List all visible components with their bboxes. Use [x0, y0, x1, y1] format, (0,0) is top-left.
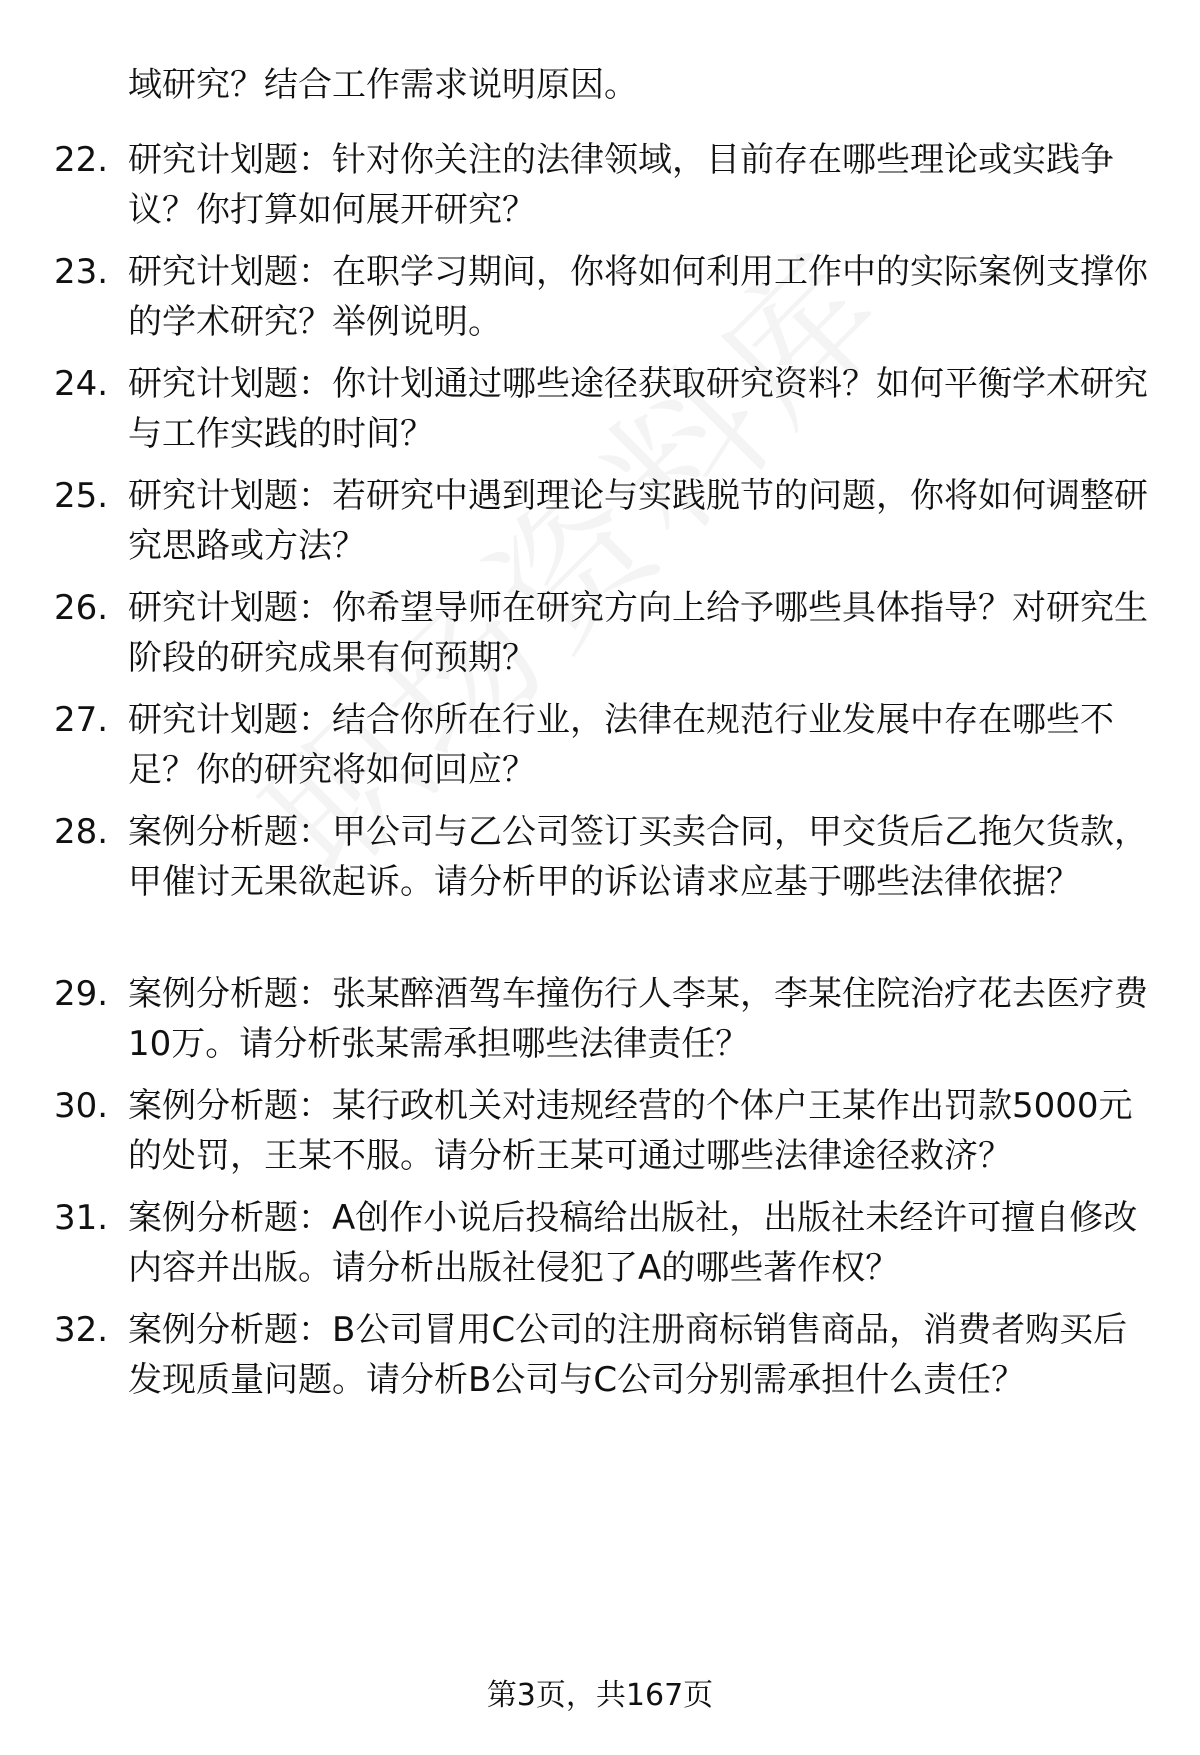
question-number: 24.: [54, 364, 109, 404]
question-text: 研究计划题：针对你关注的法律领域，目前存在哪些理论或实践争议？你打算如何展开研究？: [128, 140, 1114, 230]
question-number: 22.: [54, 140, 109, 180]
question-number: 32.: [54, 1310, 109, 1350]
continued-question-text: 域研究？结合工作需求说明原因。: [128, 65, 638, 105]
question-text: 案例分析题：B公司冒用C公司的注册商标销售商品，消费者购买后发现质量问题。请分析B公司与C公司分别需承担什么责任？: [128, 1310, 1128, 1400]
question-text: 案例分析题：某行政机关对违规经营的个体户王某作出罚款5000元的处罚，王某不服。请分析王某可通过哪些法律途径救济？: [128, 1086, 1133, 1176]
question-text: 研究计划题：你计划通过哪些途径获取研究资料？如何平衡学术研究与工作实践的时间？: [128, 364, 1148, 454]
question-text: 案例分析题：A创作小说后投稿给出版社，出版社未经许可擅自修改内容并出版。请分析出版社侵犯了A的哪些著作权？: [128, 1198, 1138, 1288]
question-number: 25.: [54, 476, 109, 516]
question-number: 30.: [54, 1086, 109, 1126]
question-number: 31.: [54, 1198, 109, 1238]
question-number: 26.: [54, 588, 109, 628]
question-text: 研究计划题：在职学习期间，你将如何利用工作中的实际案例支撑你的学术研究？举例说明。: [128, 252, 1148, 342]
question-text: 研究计划题：若研究中遇到理论与实践脱节的问题，你将如何调整研究思路或方法？: [128, 476, 1148, 566]
question-text: 案例分析题：甲公司与乙公司签订买卖合同，甲交货后乙拖欠货款，甲催讨无果欲起诉。请分析甲的诉讼请求应基于哪些法律依据？: [128, 812, 1148, 902]
question-text: 案例分析题：张某醉酒驾车撞伤行人李某，李某住院治疗花去医疗费10万。请分析张某需承担哪些法律责任？: [128, 974, 1148, 1064]
question-number: 23.: [54, 252, 109, 292]
page-footer: 第3页，共167页: [486, 1678, 714, 1713]
question-text: 研究计划题：结合你所在行业，法律在规范行业发展中存在哪些不足？你的研究将如何回应？: [128, 700, 1114, 790]
question-number: 29.: [54, 974, 109, 1014]
question-number: 27.: [54, 700, 109, 740]
question-text: 研究计划题：你希望导师在研究方向上给予哪些具体指导？对研究生阶段的研究成果有何预期？: [128, 588, 1148, 678]
question-number: 28.: [54, 812, 109, 852]
